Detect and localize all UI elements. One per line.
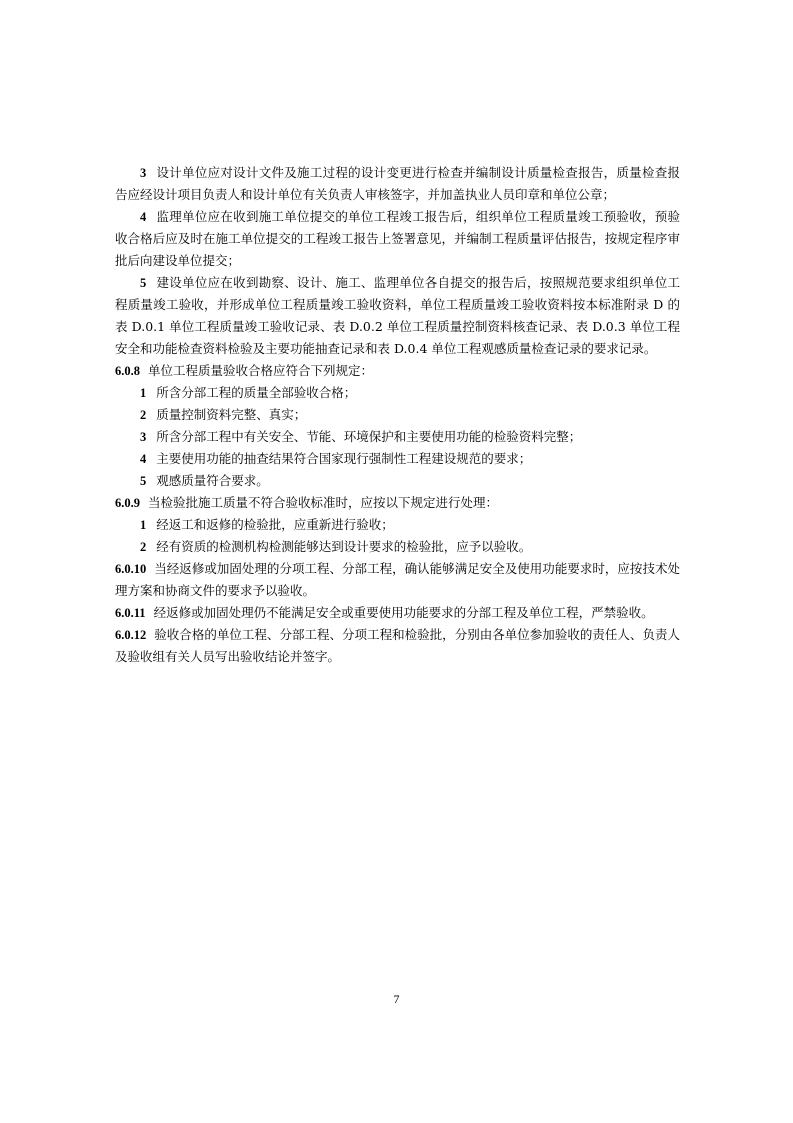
item-5-construction-unit bbox=[115, 272, 680, 360]
clause-6-0-8 bbox=[115, 360, 680, 382]
item-number: 3 bbox=[140, 430, 147, 444]
item-text: 监理单位应在收到施工单位提交的单位工程竣工报告后，组织单位工程质量竣工预验收，预验收合格后应及时在施工单位提交的工程竣工报告上签署意见，并编制工程质量评估报告，按规定程序审批后向建设单位提交； bbox=[115, 209, 680, 268]
item-text: 主要使用功能的抽查结果符合国家现行强制性工程建设规范的要求； bbox=[156, 451, 532, 466]
item-number: 4 bbox=[140, 210, 147, 224]
clause-number: 6.0.10 bbox=[115, 562, 147, 576]
item-text: 经有资质的检测机构检测能够达到设计要求的检验批，应予以验收。 bbox=[156, 539, 532, 554]
item-number: 1 bbox=[140, 518, 147, 532]
item-number: 3 bbox=[140, 166, 147, 180]
item-text: 观感质量符合要求。 bbox=[156, 473, 269, 488]
clause-6-0-8-item bbox=[115, 382, 680, 404]
item-number: 5 bbox=[140, 474, 147, 488]
item-4-supervision-unit bbox=[115, 206, 680, 272]
clause-6-0-10 bbox=[115, 558, 680, 602]
item-number: 1 bbox=[140, 386, 147, 400]
item-text: 建设单位应在收到勘察、设计、施工、监理单位各自提交的报告后，按照规范要求组织单位工程质量竣工验收，并形成单位工程质量竣工验收资料，单位工程质量竣工验收资料按本标准附录 D 的表 D.0.1 单位工程质量竣工验收记录、表 D.0.2 单位工程质量控制资料核查记录、表 D.0.3 单位工程安全和功能检查资料检验及主要功能抽查记录和表 D.0.4 单位工程观感质量检查记录的要求记录。 bbox=[115, 275, 680, 356]
clause-text: 验收合格的单位工程、分部工程、分项工程和检验批，分别由各单位参加验收的责任人、负责人及验收组有关人员写出验收结论并签字。 bbox=[115, 627, 680, 664]
clause-6-0-12 bbox=[115, 624, 680, 668]
clause-number: 6.0.8 bbox=[115, 364, 140, 378]
item-text: 所含分部工程的质量全部验收合格； bbox=[156, 385, 357, 400]
item-text: 经返工和返修的检验批，应重新进行验收； bbox=[156, 517, 394, 532]
item-number: 2 bbox=[140, 540, 147, 554]
item-text: 质量控制资料完整、真实； bbox=[156, 407, 307, 422]
clause-6-0-9-item bbox=[115, 514, 680, 536]
item-3-design-unit bbox=[115, 162, 680, 206]
clause-6-0-9-item bbox=[115, 536, 680, 558]
body-text bbox=[115, 162, 680, 668]
clause-6-0-8-item bbox=[115, 448, 680, 470]
item-text: 所含分部工程中有关安全、节能、环境保护和主要使用功能的检验资料完整； bbox=[156, 429, 582, 444]
item-number: 2 bbox=[140, 408, 147, 422]
clause-text: 当经返修或加固处理的分项工程、分部工程，确认能够满足安全及使用功能要求时，应按技术处理方案和协商文件的要求予以验收。 bbox=[115, 561, 680, 598]
clause-number: 6.0.9 bbox=[115, 496, 140, 510]
clause-text: 单位工程质量验收合格应符合下列规定： bbox=[148, 363, 374, 378]
clause-6-0-9 bbox=[115, 492, 680, 514]
clause-text: 当检验批施工质量不符合验收标准时，应按以下规定进行处理： bbox=[148, 495, 499, 510]
item-number: 5 bbox=[140, 276, 147, 290]
item-number: 4 bbox=[140, 452, 147, 466]
clause-text: 经返修或加固处理仍不能满足安全或重要使用功能要求的分部工程及单位工程，严禁验收。 bbox=[153, 605, 654, 620]
clause-number: 6.0.11 bbox=[115, 606, 146, 620]
page-number: 7 bbox=[393, 992, 400, 1006]
item-text: 设计单位应对设计文件及施工过程的设计变更进行检查并编制设计质量检查报告，质量检查报告应经设计项目负责人和设计单位有关负责人审核签字，并加盖执业人员印章和单位公章； bbox=[115, 165, 680, 202]
clause-number: 6.0.12 bbox=[115, 628, 147, 642]
clause-6-0-8-item bbox=[115, 470, 680, 492]
clause-6-0-8-item bbox=[115, 404, 680, 426]
clause-6-0-8-item bbox=[115, 426, 680, 448]
clause-6-0-11 bbox=[115, 602, 680, 624]
